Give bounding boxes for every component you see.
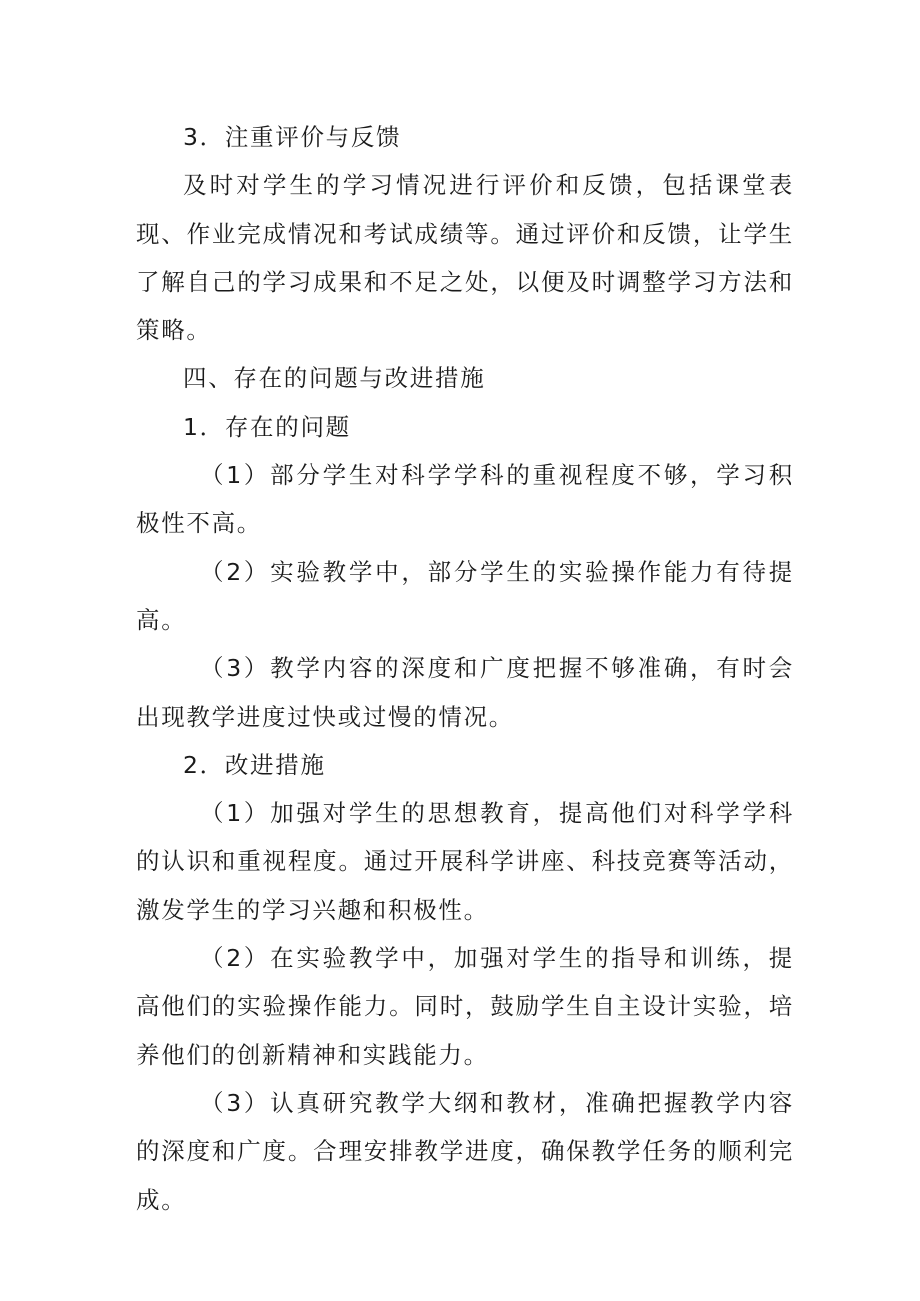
measure-item-1: （1）加强对学生的思想教育，提高他们对科学学科的认识和重视程度。通过开展科学讲座、科技竞赛等活动，激发学生的学习兴趣和积极性。: [136, 799, 794, 924]
problem-item-1: （1）部分学生对科学学科的重视程度不够，学习积极性不高。: [136, 461, 794, 538]
subheading-problems: 1．存在的问题: [183, 412, 351, 441]
problem-item-2: （2）实验教学中，部分学生的实验操作能力有待提高。: [136, 557, 794, 634]
measure-item-2: （2）在实验教学中，加强对学生的指导和训练，提高他们的实验操作能力。同时，鼓励学生自主设计实验，培养他们的创新精神和实践能力。: [136, 944, 794, 1069]
section-heading-evaluation: 3．注重评价与反馈: [183, 123, 402, 151]
subheading-measures: 2．改进措施: [183, 750, 326, 779]
measure-item-3: （3）认真研究教学大纲和教材，准确把握教学内容的深度和广度。合理安排教学进度，确保教学任务的顺利完成。: [136, 1088, 794, 1214]
section-heading-problems-measures: 四、存在的问题与改进措施: [183, 364, 486, 393]
document-body: [136, 113, 794, 1224]
paragraph-evaluation: 及时对学生的学习情况进行评价和反馈，包括课堂表现、作业完成情况和考试成绩等。通过评价和反馈，让学生了解自己的学习成果和不足之处，以便及时调整学习方法和策略。: [136, 171, 794, 345]
problem-item-3: （3）教学内容的深度和广度把握不够准确，有时会出现教学进度过快或过慢的情况。: [136, 654, 794, 731]
